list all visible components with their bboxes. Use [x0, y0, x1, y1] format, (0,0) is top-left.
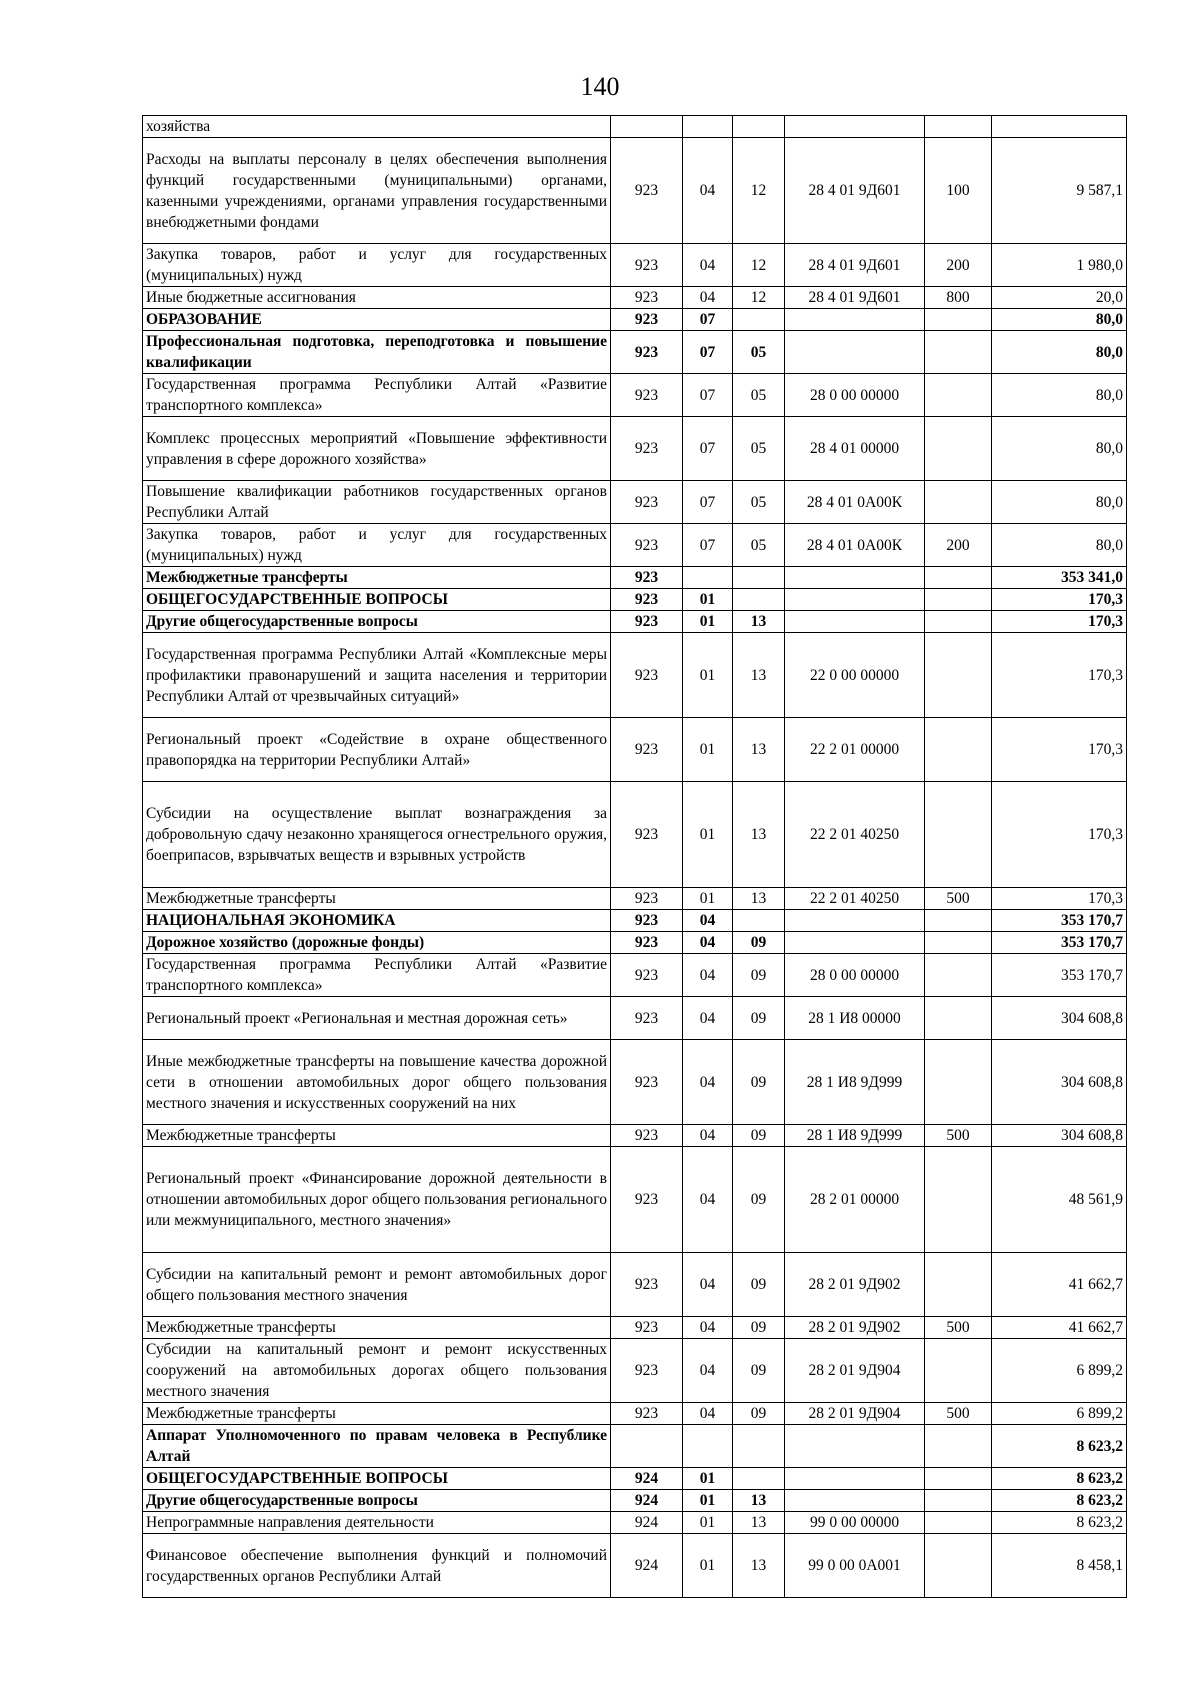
row-section: 04 [683, 910, 733, 932]
row-expense-type [925, 1490, 992, 1512]
row-target-article: 28 4 01 9Д601 [785, 244, 925, 287]
table-row [143, 417, 1127, 481]
row-target-article [785, 116, 925, 138]
budget-table [142, 115, 1127, 1598]
row-subsection: 13 [733, 888, 785, 910]
row-code: 924 [611, 1534, 683, 1598]
row-sum: 304 608,8 [992, 1125, 1127, 1147]
row-sum: 48 561,9 [992, 1147, 1127, 1253]
table-row [143, 997, 1127, 1040]
row-expense-type [925, 331, 992, 374]
row-section: 01 [683, 611, 733, 633]
row-name: Субсидии на капитальный ремонт и ремонт автомобильных дорог общего пользования местного значения [143, 1253, 611, 1317]
row-section [683, 1425, 733, 1468]
row-code: 923 [611, 1040, 683, 1125]
row-subsection [733, 309, 785, 331]
row-code: 923 [611, 718, 683, 782]
row-section: 01 [683, 1534, 733, 1598]
row-sum: 80,0 [992, 374, 1127, 417]
row-section: 01 [683, 589, 733, 611]
row-name: Региональный проект «Финансирование дорожной деятельности в отношении автомобильных дорог общего пользования регионального или межмуниципального, местного значения» [143, 1147, 611, 1253]
row-section: 04 [683, 932, 733, 954]
row-subsection: 09 [733, 1125, 785, 1147]
row-sum: 80,0 [992, 417, 1127, 481]
table-row [143, 287, 1127, 309]
row-sum: 80,0 [992, 524, 1127, 567]
row-subsection: 13 [733, 718, 785, 782]
row-name: Региональный проект «Региональная и местная дорожная сеть» [143, 997, 611, 1040]
row-target-article: 28 1 И8 9Д999 [785, 1040, 925, 1125]
row-subsection: 13 [733, 1534, 785, 1598]
row-expense-type [925, 481, 992, 524]
row-subsection: 09 [733, 1040, 785, 1125]
row-name: НАЦИОНАЛЬНАЯ ЭКОНОМИКА [143, 910, 611, 932]
row-subsection: 05 [733, 417, 785, 481]
row-section: 04 [683, 997, 733, 1040]
row-target-article [785, 1468, 925, 1490]
row-sum: 20,0 [992, 287, 1127, 309]
row-name: ОБРАЗОВАНИЕ [143, 309, 611, 331]
row-code: 923 [611, 567, 683, 589]
row-expense-type: 500 [925, 1125, 992, 1147]
row-code: 923 [611, 633, 683, 718]
row-code: 923 [611, 244, 683, 287]
table-row [143, 567, 1127, 589]
row-subsection: 09 [733, 1403, 785, 1425]
row-name: Государственная программа Республики Алтай «Развитие транспортного комплекса» [143, 954, 611, 997]
row-code: 924 [611, 1468, 683, 1490]
row-section: 04 [683, 1147, 733, 1253]
row-target-article: 28 4 01 0А00К [785, 524, 925, 567]
row-section: 04 [683, 1339, 733, 1403]
row-section: 07 [683, 309, 733, 331]
row-subsection [733, 589, 785, 611]
row-expense-type [925, 1147, 992, 1253]
row-section [683, 567, 733, 589]
row-expense-type: 500 [925, 1403, 992, 1425]
row-code: 923 [611, 287, 683, 309]
row-sum: 80,0 [992, 481, 1127, 524]
table-row [143, 589, 1127, 611]
row-section: 04 [683, 244, 733, 287]
table-row [143, 910, 1127, 932]
row-code: 923 [611, 374, 683, 417]
row-target-article: 22 2 01 40250 [785, 782, 925, 888]
table-row [143, 374, 1127, 417]
row-code: 923 [611, 1403, 683, 1425]
row-section: 01 [683, 1468, 733, 1490]
row-expense-type [925, 910, 992, 932]
row-subsection: 05 [733, 481, 785, 524]
row-name: Межбюджетные трансферты [143, 1317, 611, 1339]
table-row [143, 1490, 1127, 1512]
table-row [143, 309, 1127, 331]
row-sum: 353 170,7 [992, 954, 1127, 997]
row-name: Финансовое обеспечение выполнения функций и полномочий государственных органов Республики Алтай [143, 1534, 611, 1598]
row-name: Комплекс процессных мероприятий «Повышение эффективности управления в сфере дорожного хозяйства» [143, 417, 611, 481]
row-code: 923 [611, 954, 683, 997]
row-target-article: 22 0 00 00000 [785, 633, 925, 718]
row-sum: 170,3 [992, 611, 1127, 633]
row-code: 923 [611, 782, 683, 888]
row-sum: 41 662,7 [992, 1253, 1127, 1317]
row-name: Непрограммные направления деятельности [143, 1512, 611, 1534]
row-expense-type [925, 1425, 992, 1468]
row-name: Профессиональная подготовка, переподготовка и повышение квалификации [143, 331, 611, 374]
row-expense-type: 200 [925, 244, 992, 287]
row-expense-type: 800 [925, 287, 992, 309]
row-expense-type [925, 611, 992, 633]
table-row [143, 1512, 1127, 1534]
row-expense-type [925, 954, 992, 997]
row-code: 923 [611, 910, 683, 932]
row-section: 07 [683, 374, 733, 417]
row-sum: 353 170,7 [992, 910, 1127, 932]
row-name: Межбюджетные трансферты [143, 1125, 611, 1147]
row-code: 924 [611, 1512, 683, 1534]
row-section: 01 [683, 718, 733, 782]
row-section: 01 [683, 782, 733, 888]
row-target-article: 99 0 00 0А001 [785, 1534, 925, 1598]
row-code: 923 [611, 1253, 683, 1317]
row-sum: 304 608,8 [992, 997, 1127, 1040]
row-section: 01 [683, 1512, 733, 1534]
row-sum: 80,0 [992, 309, 1127, 331]
row-target-article: 22 2 01 00000 [785, 718, 925, 782]
row-subsection: 09 [733, 997, 785, 1040]
row-section: 07 [683, 417, 733, 481]
row-sum: 8 623,2 [992, 1512, 1127, 1534]
row-code: 923 [611, 138, 683, 244]
row-target-article: 28 2 01 9Д902 [785, 1317, 925, 1339]
row-subsection [733, 1425, 785, 1468]
row-sum: 6 899,2 [992, 1339, 1127, 1403]
row-sum: 170,3 [992, 589, 1127, 611]
row-name: Межбюджетные трансферты [143, 1403, 611, 1425]
row-name: Субсидии на капитальный ремонт и ремонт искусственных сооружений на автомобильных дорогах общего пользования местного значения [143, 1339, 611, 1403]
row-code: 923 [611, 1147, 683, 1253]
row-subsection: 09 [733, 1253, 785, 1317]
row-code: 924 [611, 1490, 683, 1512]
row-subsection: 09 [733, 1339, 785, 1403]
table-row [143, 1339, 1127, 1403]
row-name: Межбюджетные трансферты [143, 888, 611, 910]
row-expense-type [925, 1534, 992, 1598]
row-target-article [785, 567, 925, 589]
row-section: 07 [683, 331, 733, 374]
row-name: Расходы на выплаты персоналу в целях обеспечения выполнения функций государственными (муниципальными) органами, казенными учреждениями, органами управления государственными внебюджетными фондами [143, 138, 611, 244]
row-sum: 6 899,2 [992, 1403, 1127, 1425]
table-row [143, 1125, 1127, 1147]
row-name: Закупка товаров, работ и услуг для государственных (муниципальных) нужд [143, 244, 611, 287]
row-subsection [733, 1468, 785, 1490]
row-code: 923 [611, 932, 683, 954]
row-subsection: 09 [733, 1317, 785, 1339]
row-name: хозяйства [143, 116, 611, 138]
row-sum: 8 623,2 [992, 1490, 1127, 1512]
row-expense-type [925, 1512, 992, 1534]
row-subsection: 05 [733, 374, 785, 417]
table-row [143, 633, 1127, 718]
row-section [683, 116, 733, 138]
row-subsection: 13 [733, 1512, 785, 1534]
row-name: Государственная программа Республики Алтай «Комплексные меры профилактики правонарушений и защита населения и территории Республики Алтай от чрезвычайных ситуаций» [143, 633, 611, 718]
row-code: 923 [611, 589, 683, 611]
row-target-article: 28 1 И8 9Д999 [785, 1125, 925, 1147]
row-section: 04 [683, 1317, 733, 1339]
row-sum: 304 608,8 [992, 1040, 1127, 1125]
row-expense-type: 500 [925, 1317, 992, 1339]
row-code: 923 [611, 524, 683, 567]
row-code [611, 116, 683, 138]
row-target-article: 28 4 01 0А00К [785, 481, 925, 524]
row-name: Государственная программа Республики Алтай «Развитие транспортного комплекса» [143, 374, 611, 417]
table-row [143, 1468, 1127, 1490]
row-expense-type: 500 [925, 888, 992, 910]
row-subsection: 09 [733, 932, 785, 954]
row-section: 04 [683, 1125, 733, 1147]
row-expense-type [925, 417, 992, 481]
row-target-article [785, 1490, 925, 1512]
row-section: 01 [683, 1490, 733, 1512]
row-expense-type [925, 718, 992, 782]
row-code: 923 [611, 1125, 683, 1147]
row-target-article [785, 932, 925, 954]
row-code: 923 [611, 417, 683, 481]
row-sum: 170,3 [992, 888, 1127, 910]
row-subsection: 05 [733, 331, 785, 374]
table-row [143, 1534, 1127, 1598]
row-expense-type [925, 374, 992, 417]
row-code: 923 [611, 481, 683, 524]
row-name: Другие общегосударственные вопросы [143, 1490, 611, 1512]
row-subsection: 12 [733, 287, 785, 309]
row-target-article [785, 1425, 925, 1468]
row-target-article [785, 331, 925, 374]
row-section: 04 [683, 1403, 733, 1425]
table-row [143, 718, 1127, 782]
row-name: Иные бюджетные ассигнования [143, 287, 611, 309]
table-row [143, 524, 1127, 567]
table-row [143, 1253, 1127, 1317]
row-target-article: 28 2 01 9Д902 [785, 1253, 925, 1317]
row-target-article: 22 2 01 40250 [785, 888, 925, 910]
row-section: 07 [683, 481, 733, 524]
row-section: 04 [683, 954, 733, 997]
row-section: 04 [683, 1253, 733, 1317]
row-target-article: 99 0 00 00000 [785, 1512, 925, 1534]
row-sum [992, 116, 1127, 138]
row-subsection: 09 [733, 1147, 785, 1253]
row-subsection: 13 [733, 782, 785, 888]
row-code: 923 [611, 331, 683, 374]
row-code: 923 [611, 611, 683, 633]
row-section: 07 [683, 524, 733, 567]
row-expense-type: 100 [925, 138, 992, 244]
row-expense-type [925, 1253, 992, 1317]
row-code: 923 [611, 997, 683, 1040]
row-target-article: 28 4 01 9Д601 [785, 138, 925, 244]
row-sum: 353 341,0 [992, 567, 1127, 589]
row-target-article: 28 0 00 00000 [785, 374, 925, 417]
row-section: 04 [683, 1040, 733, 1125]
row-sum: 9 587,1 [992, 138, 1127, 244]
row-expense-type [925, 782, 992, 888]
table-row [143, 244, 1127, 287]
row-sum: 170,3 [992, 633, 1127, 718]
table-row [143, 1425, 1127, 1468]
table-row [143, 611, 1127, 633]
row-target-article [785, 910, 925, 932]
row-name: Повышение квалификации работников государственных органов Республики Алтай [143, 481, 611, 524]
table-row [143, 138, 1127, 244]
row-section: 04 [683, 287, 733, 309]
row-subsection: 13 [733, 633, 785, 718]
row-subsection: 05 [733, 524, 785, 567]
row-code: 923 [611, 309, 683, 331]
row-subsection: 12 [733, 244, 785, 287]
row-target-article: 28 2 01 9Д904 [785, 1339, 925, 1403]
row-expense-type [925, 1468, 992, 1490]
row-sum: 8 623,2 [992, 1425, 1127, 1468]
table-row [143, 1147, 1127, 1253]
row-sum: 1 980,0 [992, 244, 1127, 287]
row-section: 01 [683, 888, 733, 910]
row-sum: 8 623,2 [992, 1468, 1127, 1490]
row-name: Дорожное хозяйство (дорожные фонды) [143, 932, 611, 954]
row-name: Субсидии на осуществление выплат вознаграждения за добровольную сдачу незаконно хранящегося огнестрельного оружия, боеприпасов, взрывчатых веществ и взрывных устройств [143, 782, 611, 888]
row-sum: 170,3 [992, 718, 1127, 782]
row-target-article [785, 309, 925, 331]
row-expense-type [925, 997, 992, 1040]
table-row [143, 116, 1127, 138]
row-subsection [733, 910, 785, 932]
row-target-article: 28 0 00 00000 [785, 954, 925, 997]
row-expense-type [925, 309, 992, 331]
row-target-article: 28 1 И8 00000 [785, 997, 925, 1040]
table-row [143, 1317, 1127, 1339]
row-expense-type [925, 1040, 992, 1125]
table-row [143, 888, 1127, 910]
row-subsection: 09 [733, 954, 785, 997]
row-name: ОБЩЕГОСУДАРСТВЕННЫЕ ВОПРОСЫ [143, 1468, 611, 1490]
row-expense-type: 200 [925, 524, 992, 567]
row-sum: 80,0 [992, 331, 1127, 374]
row-expense-type [925, 1339, 992, 1403]
table-row [143, 1040, 1127, 1125]
table-row [143, 932, 1127, 954]
row-target-article: 28 2 01 9Д904 [785, 1403, 925, 1425]
row-subsection [733, 116, 785, 138]
row-expense-type [925, 116, 992, 138]
row-target-article: 28 2 01 00000 [785, 1147, 925, 1253]
row-sum: 353 170,7 [992, 932, 1127, 954]
row-expense-type [925, 567, 992, 589]
table-row [143, 331, 1127, 374]
row-name: Иные межбюджетные трансферты на повышение качества дорожной сети в отношении автомобильных дорог общего пользования местного значения и искусственных сооружений на них [143, 1040, 611, 1125]
row-subsection [733, 567, 785, 589]
row-target-article: 28 4 01 00000 [785, 417, 925, 481]
row-expense-type [925, 589, 992, 611]
table-row [143, 782, 1127, 888]
row-sum: 8 458,1 [992, 1534, 1127, 1598]
row-target-article [785, 589, 925, 611]
row-target-article: 28 4 01 9Д601 [785, 287, 925, 309]
table-row [143, 954, 1127, 997]
row-expense-type [925, 932, 992, 954]
row-section: 04 [683, 138, 733, 244]
row-subsection: 13 [733, 1490, 785, 1512]
row-name: Межбюджетные трансферты [143, 567, 611, 589]
row-name: Закупка товаров, работ и услуг для государственных (муниципальных) нужд [143, 524, 611, 567]
row-name: ОБЩЕГОСУДАРСТВЕННЫЕ ВОПРОСЫ [143, 589, 611, 611]
row-name: Другие общегосударственные вопросы [143, 611, 611, 633]
row-section: 01 [683, 633, 733, 718]
row-code: 923 [611, 888, 683, 910]
row-subsection: 12 [733, 138, 785, 244]
row-name: Региональный проект «Содействие в охране общественного правопорядка на территории Республики Алтай» [143, 718, 611, 782]
row-code [611, 1425, 683, 1468]
row-code: 923 [611, 1339, 683, 1403]
row-expense-type [925, 633, 992, 718]
row-sum: 41 662,7 [992, 1317, 1127, 1339]
row-code: 923 [611, 1317, 683, 1339]
table-row [143, 481, 1127, 524]
page-number: 140 [580, 72, 620, 101]
row-subsection: 13 [733, 611, 785, 633]
row-target-article [785, 611, 925, 633]
row-sum: 170,3 [992, 782, 1127, 888]
table-row [143, 1403, 1127, 1425]
row-name: Аппарат Уполномоченного по правам человека в Республике Алтай [143, 1425, 611, 1468]
